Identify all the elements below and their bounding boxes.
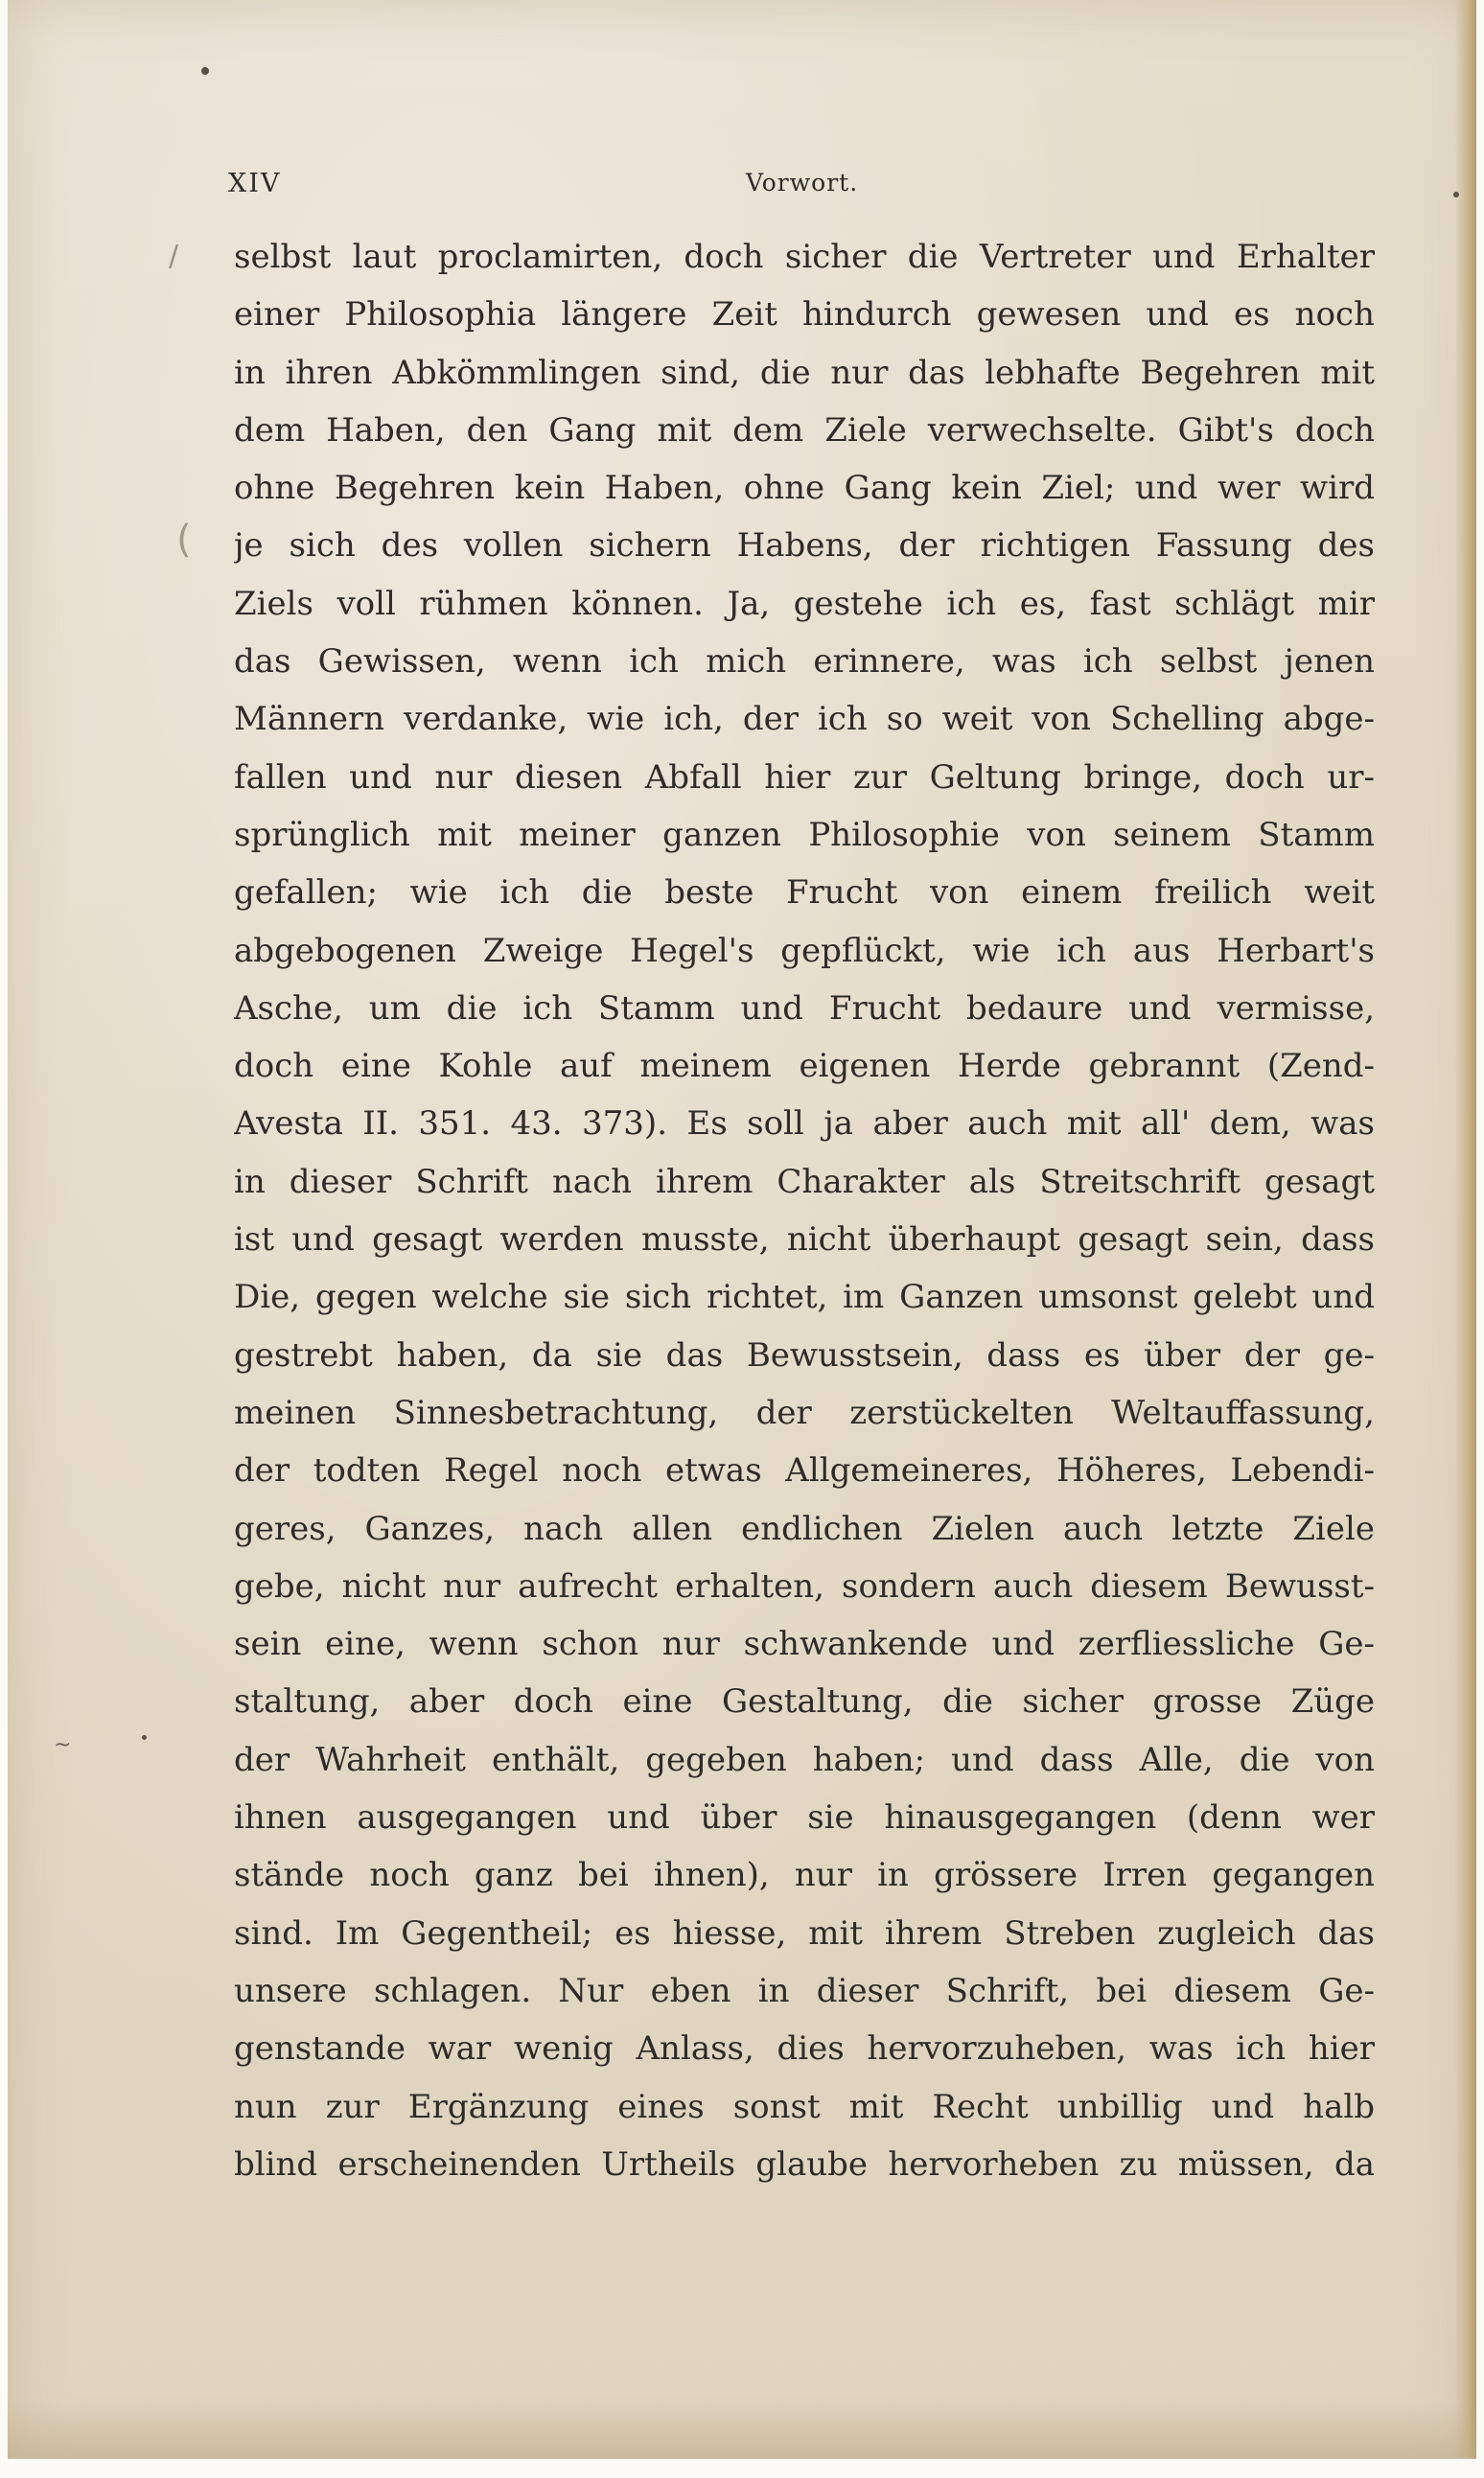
margin-mark: ~: [54, 1733, 72, 1757]
text-line: Asche, um die ich Stamm und Frucht bedaure und vermisse,: [234, 988, 1375, 1028]
page-header: [228, 161, 1369, 199]
text-line: ohne Begehren kein Haben, ohne Gang kein Ziel; und wer wird: [234, 469, 1375, 508]
text-line: selbst laut proclamirten, doch sicher die Vertreter und Erhalter: [234, 238, 1375, 276]
book-page: [8, 0, 1476, 2459]
text-line: nun zur Ergänzung eines sonst mit Recht unbillig und halb: [234, 2087, 1375, 2126]
ink-speck: [1453, 192, 1459, 197]
text-line: geres, Ganzes, nach allen endlichen Zielen auch letzte Ziele: [234, 1509, 1375, 1548]
page-number: XIV: [228, 169, 282, 198]
text-line: das Gewissen, wenn ich mich erinnere, was ich selbst jenen: [234, 642, 1375, 682]
text-line: fallen und nur diesen Abfall hier zur Geltung bringe, doch ur-: [234, 757, 1375, 797]
text-line: Männern verdanke, wie ich, der ich so weit von Schelling abge-: [234, 700, 1375, 739]
text-line: je sich des vollen sichern Habens, der richtigen Fassung des: [234, 526, 1375, 566]
text-line: gestrebt haben, da sie das Bewusstsein, dass es über der ge-: [234, 1335, 1375, 1375]
text-line: dem Haben, den Gang mit dem Ziele verwechselte. Gibt's doch: [234, 410, 1375, 450]
text-line: abgebogenen Zweige Hegel's gepflückt, wie ich aus Herbart's: [234, 931, 1375, 970]
text-line: Ziels voll rühmen können. Ja, gestehe ich es, fast schlägt mir: [234, 584, 1375, 623]
margin-mark: (: [176, 518, 192, 562]
text-line: stände noch ganz bei ihnen), nur in grössere Irren gegangen: [234, 1856, 1375, 1895]
text-line: sein eine, wenn schon nur schwankende und zerfliessliche Ge-: [234, 1625, 1375, 1664]
running-head: Vorwort.: [746, 169, 859, 197]
text-line: unsere schlagen. Nur eben in dieser Schrift, bei diesem Ge-: [234, 1971, 1375, 2010]
margin-mark: /: [169, 240, 179, 273]
ink-speck: [142, 1735, 147, 1740]
text-line: ist und gesagt werden musste, nicht überhaupt gesagt sein, dass: [234, 1220, 1375, 1260]
text-line: einer Philosophia längere Zeit hindurch gewesen und es noch: [234, 295, 1375, 335]
text-line: meinen Sinnesbetrachtung, der zerstückelten Weltauffassung,: [234, 1393, 1375, 1432]
text-line: sind. Im Gegentheil; es hiesse, mit ihrem Streben zugleich das: [234, 1913, 1375, 1953]
text-line: in ihren Abkömmlingen sind, die nur das lebhafte Begehren mit: [234, 353, 1375, 392]
text-line: gefallen; wie ich die beste Frucht von einem freilich weit: [234, 873, 1375, 913]
text-line: staltung, aber doch eine Gestaltung, die sicher grosse Züge: [234, 1682, 1375, 1722]
text-line: genstande war wenig Anlass, dies hervorzuheben, was ich hier: [234, 2029, 1375, 2069]
text-line: doch eine Kohle auf meinem eigenen Herde gebrannt (Zend-: [234, 1047, 1375, 1086]
text-line: in dieser Schrift nach ihrem Charakter als Streitschrift gesagt: [234, 1162, 1375, 1201]
text-line: sprünglich mit meiner ganzen Philosophie von seinem Stamm: [234, 815, 1375, 854]
ink-speck: [201, 67, 209, 75]
page-gutter-shadow: [1455, 0, 1476, 2459]
text-line: ihnen ausgegangen und über sie hinausgegangen (denn wer: [234, 1798, 1375, 1838]
page-bottom-shadow: [8, 2401, 1476, 2459]
text-line: der todten Regel noch etwas Allgemeineres, Höheres, Lebendi-: [234, 1451, 1375, 1491]
text-line: Avesta II. 351. 43. 373). Es soll ja aber auch mit all' dem, was: [234, 1104, 1375, 1144]
body-text: [234, 228, 1375, 2193]
text-line: blind erscheinenden Urtheils glaube hervorheben zu müssen, da: [234, 2144, 1375, 2184]
text-line: gebe, nicht nur aufrecht erhalten, sondern auch diesem Bewusst-: [234, 1566, 1375, 1606]
text-line: der Wahrheit enthält, gegeben haben; und dass Alle, die von: [234, 1740, 1375, 1779]
text-line: Die, gegen welche sie sich richtet, im Ganzen umsonst gelebt und: [234, 1278, 1375, 1317]
